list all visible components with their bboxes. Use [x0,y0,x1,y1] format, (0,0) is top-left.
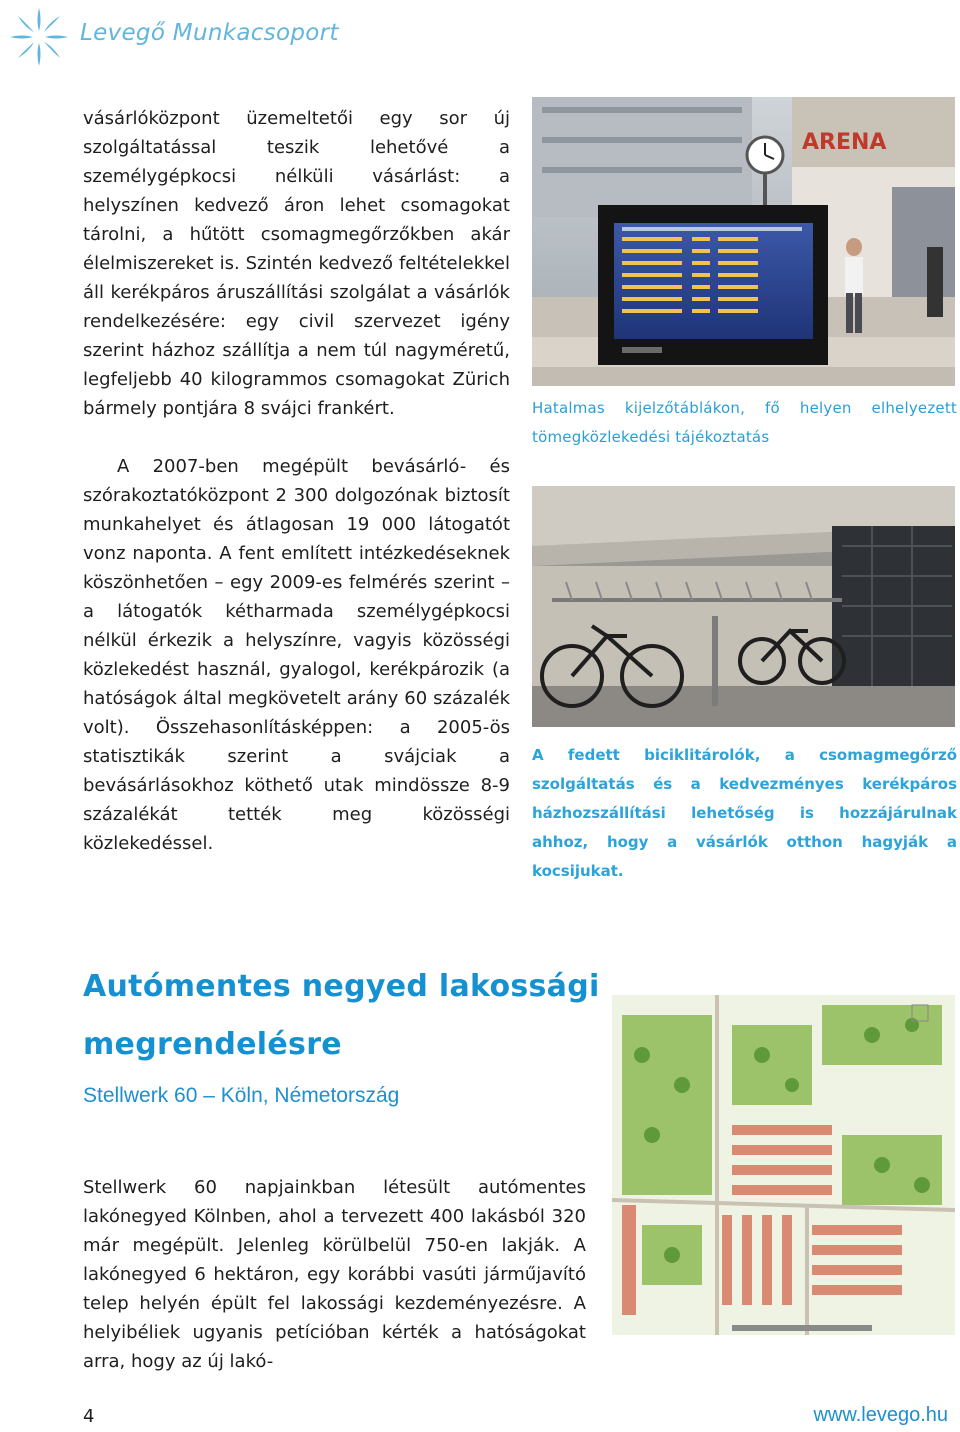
page-number: 4 [83,1406,95,1427]
site-plan-map [612,995,955,1359]
logo-icon [6,4,72,70]
website-link[interactable]: www.levego.hu [813,1404,948,1426]
section-subtitle: Stellwerk 60 – Köln, Németország [83,1084,400,1107]
photo-caption-2: A fedett biciklitárolók, a csomagmegőrző szolgáltatás és a kedvezményes kerékpáros házhozszállítási lehetőség is hozzájárulnak ahhoz, hogy a vásárlók otthon hagyják a kocsijukat. [532,746,957,880]
arena-sign: ARENA [802,130,887,155]
info-display-photo [532,97,955,386]
section-title: Autómentes negyed lakossági megrendelésre [83,969,600,1062]
body-paragraph-2: A 2007-ben megépült bevásárló- és szórakoztatóközpont 2 300 dolgozónak biztosít munkahelyet és átlagosan 19 000 látogatót vonz naponta. A fent említett intézkedéseknek köszönhetően – egy 2009-es felmérés szerint – a látogatók kétharmada személygépkocsi nélkül érkezik a helyszínre, vagyis közösségi közlekedést használ, gyalogol, kerékpározik (a hatóságok által megkövetelt arány 60 százalék volt). Összehasonlításképpen: a 2005-ös statisztikák szerint a svájciak a bevásárlásokhoz köthető utak mindössze 8-9 százalékát tették meg közösségi közlekedéssel. [83,456,510,854]
body-paragraph-3: Stellwerk 60 napjainkban létesült autómentes lakónegyed Kölnben, ahol a tervezett 400 lakásból 320 már megépült. Jelenleg körülbelül 750-en lakják. A lakónegyed 6 hektáron, egy korábbi vasúti járműjavító telep helyén épült fel lakossági kezdeményezésre. A helyibéliek ugyanis petícióban kérték a hatóságokat arra, hogy az új lakó- [83,1177,586,1372]
body-paragraph-1: vásárlóközpont üzemeltetői egy sor új szolgáltatással teszik lehetővé a személygépkocsi nélküli vásárlást: a helyszínen kedvező áron lehet csomagokat tárolni, a hűtött csomagmegőrzőkben akár élelmiszereket is. Szintén kedvező feltételekkel áll kerékpáros áruszállítási szolgálat a vásárlók rendelkezésére: egy civil szervezet igény szerint házhoz szállítja a nem túl nagyméretű, legfeljebb 40 kilogrammos csomagokat Zürich bármely pontjára 8 svájci frankért. [83,108,510,419]
logo-text: Levegő Munkacsoport [80,20,339,46]
photo-caption-1: Hatalmas kijelzőtáblákon, fő helyen elhelyezett tömegközlekedési tájékoztatás [532,399,957,446]
bike-parking-photo [532,486,955,727]
